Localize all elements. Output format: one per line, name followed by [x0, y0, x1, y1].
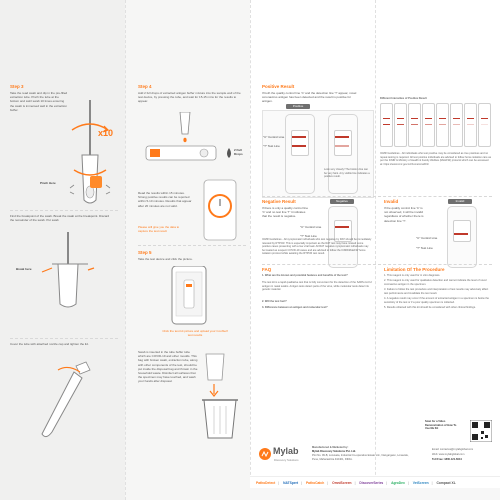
variation-cassette: [436, 103, 449, 147]
variation-cassette: [380, 103, 393, 147]
t-line: [383, 124, 390, 125]
step3-title: Step 3: [10, 84, 24, 89]
mylab-logo-icon: [258, 447, 272, 461]
negative-title: Negative Result: [262, 199, 296, 204]
c-line: [292, 136, 306, 138]
limitations-title: Limitation Of The Procedure: [384, 267, 445, 272]
limitation-item: 2. This reagent is only used for qualitative detection and cannot indicate the level of novel coronavirus antigen in the specimen.: [384, 279, 487, 286]
variations-title: Different Intensities of Positive Result: [380, 97, 427, 100]
t-line: [481, 124, 488, 125]
product-name: AgroDex: [391, 481, 405, 485]
negative-text: If there is only a quality control line 'C' and no test line 'T' it indicates that the result is negative.: [262, 206, 309, 219]
divider: [138, 245, 246, 246]
c-line: [397, 118, 404, 119]
variation-cassette: [408, 103, 421, 147]
capped-tube-illustration: [28, 360, 98, 450]
divider: [262, 196, 492, 197]
product-name: NATSpert: [283, 481, 299, 485]
invalid-title: Invalid: [384, 199, 399, 204]
faq-body: The test kit is a rapid qualitative test that is fully convenient for the detection of the SARS-CoV-2 antigen in nasal swabs. Antigen tests detect parts of the virus, while molecular tests detect its genetic material.: [262, 281, 372, 292]
step4-text: Add 2 full drops of extracted antigen buffer mixture into the sample well of the test device, by pressing the tube, and wait for 15-15 mins for the results to appear.: [138, 91, 241, 104]
t-line-label: "T" Test Line: [416, 246, 433, 250]
contact-email[interactable]: Email: contactus@mylabglobal.com: [432, 448, 474, 451]
t-line-label: "T" Test Line: [300, 234, 317, 238]
phone-capture-illustration: [160, 266, 220, 330]
divider: [262, 264, 492, 265]
negative-tab: Negative: [330, 199, 354, 204]
drop-icon: [225, 148, 233, 158]
step5-text: Take the test device and click the picture.: [138, 257, 193, 261]
qr-code[interactable]: [470, 420, 492, 442]
c-line: [425, 118, 432, 119]
positive-title: Positive Result: [262, 84, 295, 89]
invalid-text: If the quality control line 'C' is not observed, it will be invalid regardless of whether there is detection line 'T'.: [384, 206, 424, 223]
t-line: [292, 145, 306, 147]
product-name: DiscoverSeries: [359, 481, 384, 485]
t-line-label: "T" Test Line: [263, 144, 280, 148]
app-note: Please will give you the data to capture the test result: [138, 225, 180, 234]
variation-cassette: [450, 103, 463, 147]
faq-item: 2. Will the test hurt?: [262, 300, 287, 303]
company-address: Plot No. 99-B, Lonavala, Industrial Co-operative Estate Ltd., Nangargaon, Lonavala, Pune, Maharashtra 410401, INDIA.: [312, 454, 409, 461]
product-name: PathoDetect: [256, 481, 276, 485]
read-text: Read the results within 15 minutes. Strong positive results can be reported within 5-10 minutes. Results that appear after 20 minutes are not valid.: [138, 191, 192, 208]
drops-label: 2 Full Drops: [234, 148, 243, 156]
divider: [10, 210, 118, 211]
variation-cassette: [478, 103, 491, 147]
timer-illustration: [198, 178, 242, 242]
c-line: [383, 118, 390, 119]
c-line: [481, 118, 488, 119]
limitation-item: 1. This reagent is only used for in vitro diagnosis.: [384, 274, 441, 277]
positive-icmr-text: ICMR Guidelines - All individuals who test positive may be considered as true positives and no repeat testing is required. All test positive individuals are advised to follow home isolation care as per the ICMR & Ministry of Health & Family Welfare (MoHFW) protocol which can be accessed at: https://www.icmr.gov.in/chome/covid19/: [380, 152, 492, 166]
variation-cassette: [394, 103, 407, 147]
fold-line: [375, 0, 376, 500]
dispose-text: Swab is inserted in the tube buffer tube which are COVID-19 and other moulds. This bag with broken swab, extraction tube, along with other components of the test, should be put inside the disposal bag and thrown in the household waste. Disinfect all surfaces that the specimen may have touched, and wash your hands after disposal.: [138, 350, 198, 384]
fold-line: [125, 0, 126, 500]
t-line: [411, 124, 418, 125]
disposal-bin-illustration: [200, 350, 244, 440]
limitation-item: 5. Results obtained with this kit should be considered with other clinical findings.: [384, 306, 476, 309]
result-window: [291, 130, 309, 156]
product-name: OmniScreen: [332, 481, 352, 485]
c-line: [335, 136, 349, 138]
t-line: [467, 124, 474, 125]
contact-tollfree: Toll Free: 1800-121-6044: [432, 458, 462, 461]
t-line: [425, 124, 432, 125]
company-name: Mylab Discovery Solutions Pvt. Ltd.: [312, 450, 356, 453]
swirl-count: x10: [98, 128, 114, 138]
t-line: [397, 124, 404, 125]
made-by: Manufactured & Marketed by:: [312, 446, 349, 449]
step4-title: Step 4: [138, 84, 152, 89]
divider: [10, 338, 118, 339]
t-line: [454, 233, 468, 235]
break-label: Break here: [16, 267, 32, 271]
step3-text: Take the read swab and dip in the pre-filled extraction tube. Pinch the tube at the bottom and swirl swab 10 times ensuring the swab is immersed well in the extraction buffer.: [10, 91, 68, 112]
product-name: PathoCatch: [305, 481, 325, 485]
c-line: [467, 118, 474, 119]
faq-item: 3. Difference between an antigen and molecular test?: [262, 306, 328, 309]
result-window-zoom: [334, 130, 352, 156]
t-line: [439, 124, 446, 125]
c-line: [439, 118, 446, 119]
scan-text: Scan for a Video Demonstration of How To Use Me Kit: [425, 420, 457, 431]
faq-item: 1. What are the known and potential features and benefits of the test?: [262, 274, 348, 277]
invalid-tab: Invalid: [448, 199, 472, 204]
t-line: [453, 124, 460, 125]
product-name: VetScreen: [412, 481, 429, 485]
break-text: Find the breakpoint of the swab. Break the swab at the breakpoint. Discard the remainder of the swab. Put swab: [10, 214, 110, 223]
c-line: [411, 118, 418, 119]
c-line-label: "C" Control Line: [263, 135, 285, 139]
result-window: [453, 220, 471, 242]
variation-cassette: [422, 103, 435, 147]
step5-title: Step 5: [138, 250, 152, 255]
t-line-faint: [335, 145, 349, 147]
limitation-item: 3. Failure to follow the test procedure and interpretation of test results may adversely affect test performance and invalidate the test result.: [384, 288, 489, 295]
positive-variations: [380, 103, 492, 149]
positive-text: If both the quality control line 'C' and the detection line 'T' appear, novel coronavirus antigen has been detected and the result is positive for antigen.: [262, 91, 357, 104]
limitation-item: 4. A negative result may occur if the amount of extracted antigen in a specimen is below the sensitivity of the test or if a poor quality specimen is collected.: [384, 297, 489, 304]
footer-strip: [250, 488, 500, 500]
c-line: [335, 226, 349, 228]
negative-icmr-text: ICMR Guidelines - All symptomatic individuals who test negative by RAT should be immediately retested by RTPCR. This is especially important as the RAT test may have missed some positive cases presenting with a low viral load. All RAT negative symptomatic individuals may be treated as suspect COVID-19 cases and are advised to follow the ICMR/MoHFW home isolation protocol while awaiting the RTPCR test result.: [262, 238, 372, 256]
swab-in-tube-illustration: [60, 100, 120, 210]
c-line-label: "C" Control Line: [300, 225, 322, 229]
product-bar: PathoDetect | NATSpert | PathoCatch | OmniScreen | DiscoverSeries | AgroDex | VetScreen | Compact XL: [250, 476, 500, 488]
cap-icon: [90, 176, 102, 188]
brand-tagline: Discovery Solutions: [274, 458, 299, 462]
product-name: Compact XL: [436, 481, 456, 485]
faq-title: FAQ: [262, 267, 272, 272]
c-line-label: "C" Control Line: [416, 236, 438, 240]
break-swab-illustration: [28, 232, 108, 312]
c-line: [453, 118, 460, 119]
cover-text: Cover the tube with attached nozzle cap and tighten the lid.: [10, 342, 89, 346]
upload-note: Click the test kit picture and upload your CoviSelf test results: [162, 329, 228, 338]
pinch-label: Pinch Here: [40, 181, 56, 185]
fold-line: [250, 0, 251, 500]
positive-tab: Positive: [286, 104, 310, 109]
look-closely-text: Look very closely! The bottom line can be very faint. Any visible line indicates a positive result.: [324, 168, 370, 179]
contact-web[interactable]: Web: www.mylabglobal.com: [432, 453, 465, 456]
brand-name: Mylab: [273, 446, 299, 456]
variation-cassette: [464, 103, 477, 147]
